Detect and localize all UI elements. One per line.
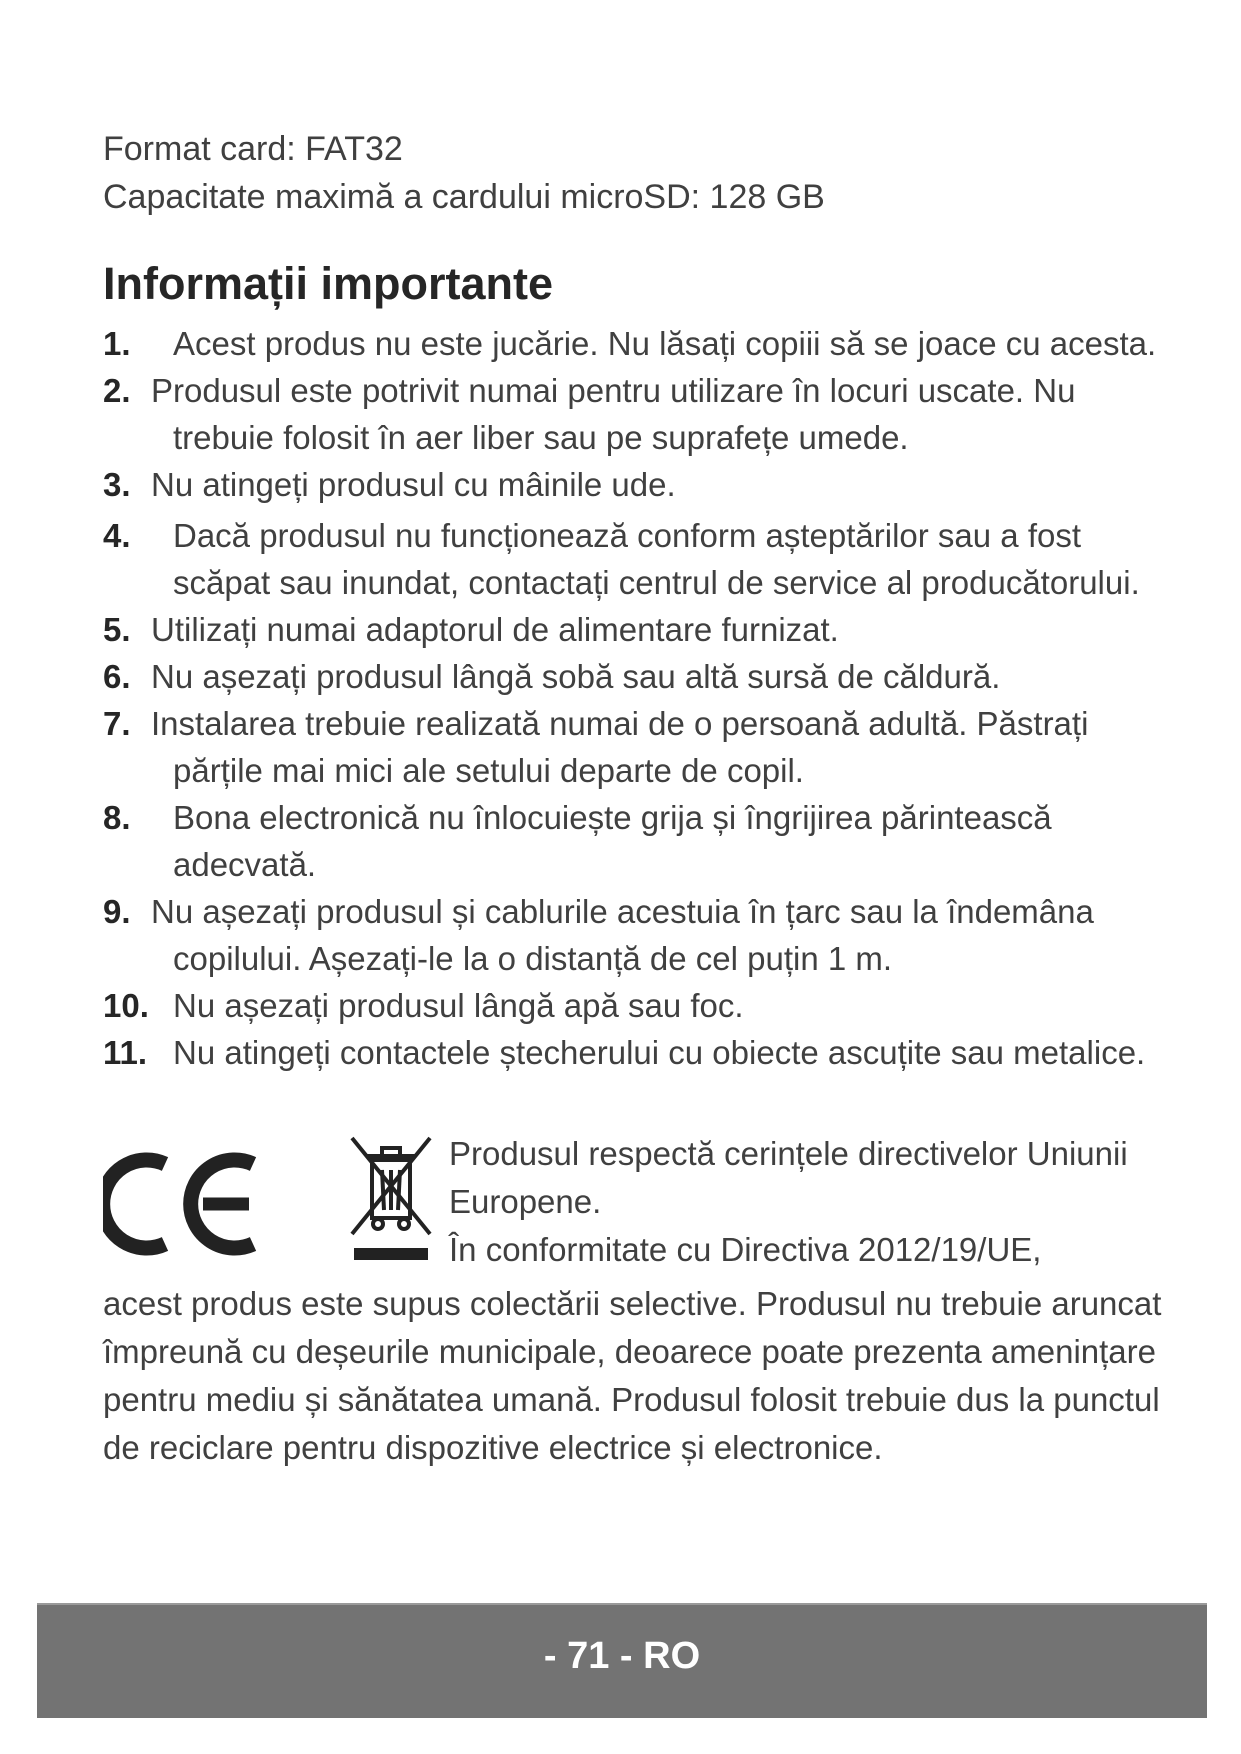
- item-text: Bona electronică nu înlocuiește grija și îngrijirea părintească adecvată.: [173, 799, 1052, 883]
- page-footer: [37, 1603, 1207, 1718]
- item-number: 3.: [103, 466, 131, 503]
- safety-list: [103, 320, 1183, 1076]
- list-item: [103, 606, 1183, 653]
- list-item: [103, 512, 1183, 606]
- item-text: Nu atingeți produsul cu mâinile ude.: [151, 466, 676, 503]
- ce-mark-icon: [103, 1148, 263, 1260]
- card-format: Format card: FAT32: [103, 130, 403, 168]
- card-capacity: Capacitate maximă a cardului microSD: 128 GB: [103, 178, 825, 216]
- item-text: Nu atingeți contactele ștecherului cu obiecte ascuțite sau metalice.: [173, 1034, 1146, 1071]
- list-item: [103, 794, 1183, 888]
- item-number: 5.: [103, 611, 131, 648]
- item-text: Nu așezați produsul și cablurile acestuia în țarc sau la îndemâna copilului. Așezați-le la o distanță de cel puțin 1 m.: [151, 893, 1094, 977]
- compliance-line: În conformitate cu Directiva 2012/19/UE,: [449, 1231, 1042, 1268]
- weee-crossed-bin-icon: [348, 1130, 434, 1270]
- list-item: [103, 1029, 1183, 1076]
- item-number: 8.: [103, 799, 131, 836]
- item-text: Utilizați numai adaptorul de alimentare furnizat.: [151, 611, 839, 648]
- item-number: 1.: [103, 325, 131, 362]
- item-number: 4.: [103, 517, 131, 554]
- item-text: Nu așezați produsul lângă apă sau foc.: [173, 987, 744, 1024]
- list-item: [103, 888, 1183, 982]
- item-text: Instalarea trebuie realizată numai de o persoană adultă. Păstrați părțile mai mici ale setului departe de copil.: [151, 705, 1089, 789]
- list-item: [103, 320, 1183, 367]
- item-number: 6.: [103, 658, 131, 695]
- list-item: [103, 700, 1183, 794]
- page-number: - 71 - RO: [543, 1635, 701, 1677]
- compliance-line: Europene.: [449, 1183, 602, 1220]
- compliance-line: Produsul respectă cerințele directivelor Uniunii: [449, 1135, 1128, 1172]
- compliance-intro: [449, 1130, 1169, 1274]
- item-number: 11.: [103, 1034, 148, 1071]
- item-text: Nu așezați produsul lângă sobă sau altă sursă de căldură.: [151, 658, 1001, 695]
- item-text: Dacă produsul nu funcționează conform așteptărilor sau a fost scăpat sau inundat, contactați centrul de service al producătorului.: [173, 517, 1140, 601]
- section-title: Informații importante: [103, 258, 554, 309]
- list-item: [103, 982, 1183, 1029]
- item-number: 7.: [103, 705, 131, 742]
- list-item: [103, 367, 1183, 461]
- card-specs: [103, 125, 825, 221]
- list-item: [103, 653, 1183, 700]
- list-item: [103, 461, 1183, 508]
- item-text: Produsul este potrivit numai pentru utilizare în locuri uscate. Nu trebuie folosit în aer liber sau pe suprafețe umede.: [151, 372, 1076, 456]
- item-number: 9.: [103, 893, 131, 930]
- compliance-block: [103, 1130, 1163, 1280]
- item-number: 10.: [103, 987, 149, 1024]
- item-text: Acest produs nu este jucărie. Nu lăsați copiii să se joace cu acesta.: [173, 325, 1157, 362]
- recycling-text: acest produs este supus colectării selective. Produsul nu trebuie aruncat împreună cu deșeurile municipale, deoarece poate prezenta amenințare pentru mediu și sănătatea umană. Produsul folosit trebuie dus la punctul de reciclare pentru dispozitive electrice și electronice.: [103, 1285, 1162, 1466]
- item-number: 2.: [103, 372, 131, 409]
